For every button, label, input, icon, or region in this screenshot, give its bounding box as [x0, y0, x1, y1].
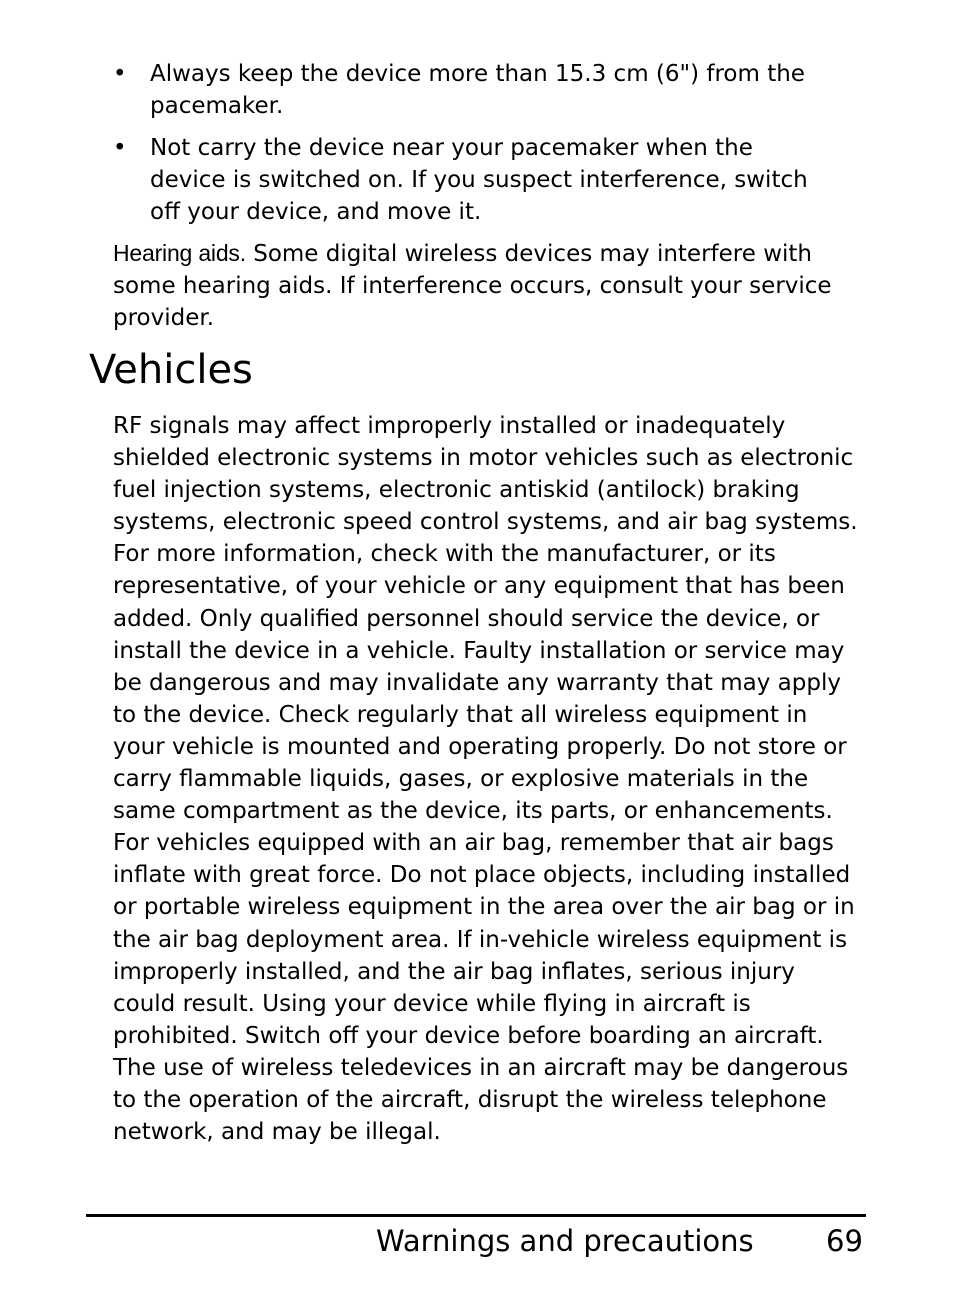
- vehicles-body-text: RF signals may affect improperly installed or inadequately shielded electronic systems in motor vehicles such as electronic fuel injection systems, electronic antiskid (antilock) braking systems, electronic speed control systems, and air bag systems. For more information, check with the manufacturer, or its representative, of your vehicle or any equipment that has been added. Only qualified personnel should service the device, or install the device in a vehicle. Faulty installation or service may be dangerous and may invalidate any warranty that may apply to the device. Check regularly that all wireless equipment in your vehicle is mounted and operating properly. Do not store or carry flammable liquids, gases, or explosive materials in the same compartment as the device, its parts, or enhancements. For vehicles equipped with an air bag, remember that air bags inflate with great force. Do not place objects, including installed or portable wireless equipment in the area over the air bag or in the air bag deployment area. If in-vehicle wireless equipment is improperly installed, and the air bag inflates, serious injury could result. Using your device while flying in aircraft is prohibited. Switch off your device before boarding an aircraft. The use of wireless teledevices in an aircraft may be dangerous to the operation of the aircraft, disrupt the wireless telephone network, and may be illegal.: [113, 413, 858, 1146]
- pacemaker-bullet-list: [113, 58, 833, 238]
- hearing-aids-lead: Hearing aids.: [113, 240, 246, 266]
- footer-divider: [86, 1214, 866, 1217]
- hearing-aids-text: Some digital wireless devices may interfere with some hearing aids. If interference occurs, consult your service provider.: [113, 241, 832, 331]
- page-number: 69: [826, 1224, 863, 1258]
- section-title-vehicles: Vehicles: [89, 347, 253, 393]
- bullet-marker: •: [113, 135, 127, 161]
- footer-section-title: Warnings and precautions: [376, 1224, 754, 1258]
- bullet-text: Not carry the device near your pacemaker when the device is switched on. If you suspect interference, switch off your device, and move it.: [150, 135, 808, 225]
- bullet-item-carry: [113, 132, 833, 228]
- bullet-marker: •: [113, 61, 127, 87]
- bullet-item-distance: [113, 58, 833, 122]
- hearing-aids-paragraph: [113, 237, 863, 334]
- bullet-text: Always keep the device more than 15.3 cm (6") from the pacemaker.: [150, 61, 805, 119]
